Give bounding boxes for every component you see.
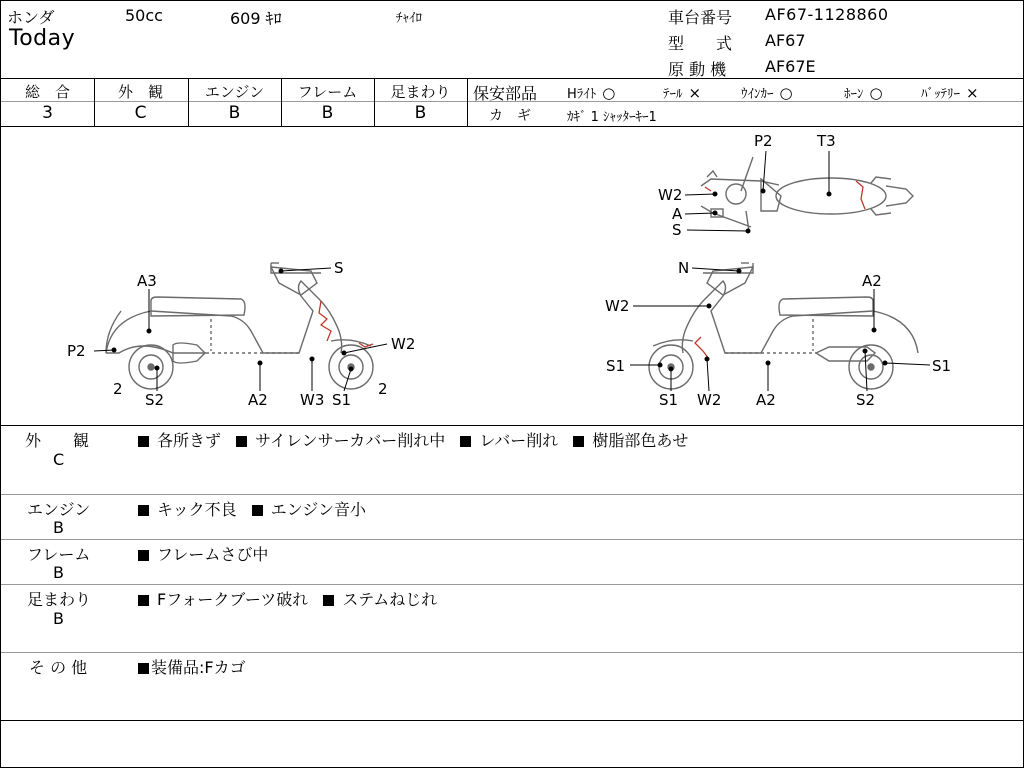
remark-item: 装備品:Fカゴ [151,658,246,677]
callout-lines [94,151,930,391]
label-right-s1c: S1 [659,391,679,409]
label-top-w2: W2 [658,186,683,204]
divider [1,584,1023,585]
divider [1,539,1023,540]
label-left-w2: W2 [391,335,416,353]
bullet-icon [236,436,247,447]
safety-item-name: Hﾗｲﾄ [567,87,597,102]
label-left-a2: A2 [248,391,268,409]
safety-item-name: ｳｲﾝｶｰ [741,87,774,102]
remark-grade-suspension: B [53,609,64,628]
remark-items-engine [138,497,376,520]
mileage: 609 ｷﾛ [230,9,282,28]
label-top-p2: P2 [754,132,773,150]
label-left-2a: 2 [113,380,123,398]
scooter-top-view [701,157,913,231]
label-right-a2b: A2 [756,391,776,409]
label-left-w3: W3 [300,391,325,409]
type-label: 型 式 [668,34,733,53]
remark-item: 各所きず [157,431,222,450]
grade-label-exterior: 外 観 [117,83,163,101]
remark-category-exterior: 外 観 [25,431,90,450]
grade-suspension: B [414,103,427,123]
remark-grade-exterior: C [53,450,65,469]
divider [1,425,1023,426]
grade-exterior: C [134,103,147,123]
divider [1,652,1023,653]
remark-item: 樹脂部色あせ [592,431,689,450]
remark-item: レバー削れ [479,431,559,450]
remark-category-other: そ の 他 [29,658,88,677]
divider [1,720,1023,721]
bullet-icon [138,436,149,447]
safety-item-name: ﾊﾞｯﾃﾘｰ [921,87,960,102]
safety-item-battery [921,83,985,102]
damage-diagram [1,127,1023,425]
mark-circle-icon: ○ [779,84,793,102]
displacement: 50cc [125,6,163,25]
safety-label: 保安部品 [473,84,538,103]
bullet-icon [138,595,149,606]
label-top-s: S [672,221,682,239]
mark-circle-icon: ○ [869,84,883,102]
remark-item: キック不良 [157,500,237,519]
remark-item: Fフォークブーツ破れ [157,590,309,609]
label-right-s1b: S1 [932,357,952,375]
model-name: Today [9,26,76,51]
remark-items-suspension [138,587,447,610]
label-left-s2: S2 [145,391,165,409]
remark-category-engine: エンジン [27,500,91,519]
key-label: カ ギ [489,108,531,124]
bullet-icon [138,505,149,516]
label-right-s1: S1 [606,357,626,375]
color: ﾁｬｲﾛ [396,11,422,26]
bullet-icon [460,436,471,447]
mark-circle-icon: ○ [602,84,616,102]
safety-item-winker [741,83,799,102]
bullet-icon [573,436,584,447]
label-right-w2b: W2 [697,391,722,409]
damage-marks-right [695,337,709,359]
grade-overall: 3 [42,103,53,123]
divider [1,78,1023,79]
engine-value: AF67E [765,57,816,76]
label-right-w2: W2 [605,297,630,315]
damage-marks-top [705,181,865,209]
grade-frame: B [321,103,334,123]
label-left-a3: A3 [137,272,157,290]
divider [467,78,468,126]
bullet-icon [252,505,263,516]
frame-no-label: 車台番号 [668,8,733,27]
type-value: AF67 [765,31,806,50]
label-left-s1: S1 [332,391,352,409]
remark-category-suspension: 足まわり [27,590,92,609]
bullet-icon [138,550,149,561]
label-top-a: A [672,205,683,223]
safety-item-tail [663,83,707,102]
safety-item-name: ﾎｰﾝ [844,87,864,102]
grade-label-engine: エンジン [204,83,265,101]
maker: ホンダ [7,8,55,27]
remark-grade-frame: B [53,563,64,582]
safety-item-name: ﾃｰﾙ [663,87,683,102]
bullet-icon [138,663,149,674]
remark-item: ステムねじれ [342,590,438,609]
grade-label-overall: 総 合 [24,83,70,101]
grade-engine: B [228,103,241,123]
remark-items-exterior [138,428,698,451]
frame-no: AF67-1128860 [765,5,889,24]
mark-cross-icon: × [966,84,979,102]
label-top-t3: T3 [817,132,836,150]
safety-item-horn [844,83,889,102]
remark-items-frame [138,542,278,565]
grade-label-suspension: 足まわり [390,83,451,101]
remark-item: エンジン音小 [270,500,366,519]
label-right-a2: A2 [862,272,882,290]
bullet-icon [323,595,334,606]
safety-item-headlight [567,83,621,102]
key-value: ｶｷﾞ 1 ｼｬｯﾀｰｷｰ1 [567,110,657,125]
remark-item: サイレンサーカバー削れ中 [255,431,446,450]
remark-category-frame: フレーム [27,545,91,564]
label-left-2b: 2 [378,380,388,398]
label-right-s2: S2 [856,391,876,409]
grade-label-frame: フレーム [297,83,358,101]
label-right-n: N [678,259,690,277]
remark-grade-engine: B [53,518,64,537]
label-left-s: S [334,259,344,277]
remark-item: フレームさび中 [157,545,269,564]
remark-items-other [138,655,256,678]
mark-cross-icon: × [688,84,702,102]
label-left-p2: P2 [67,342,86,360]
engine-label: 原 動 機 [668,60,727,79]
divider [1,494,1023,495]
